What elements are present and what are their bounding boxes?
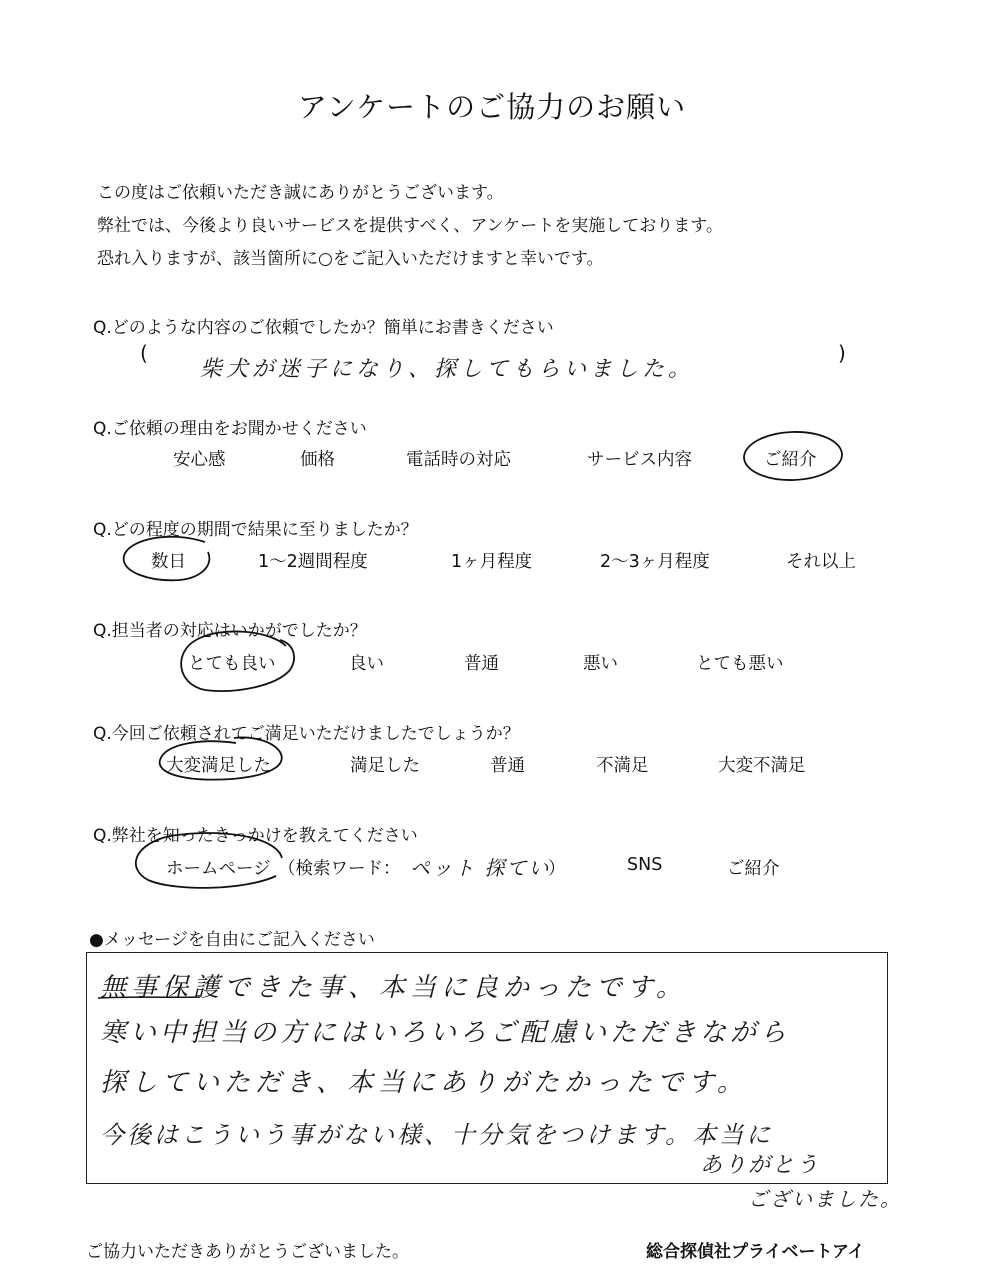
message-line-2: 寒い中担当の方にはいろいろご配慮いただきながら <box>100 1018 791 1048</box>
q6-option-referral[interactable]: ご紹介 <box>727 859 780 879</box>
q5-option-very-unsatisfied[interactable]: 大変不満足 <box>718 756 806 776</box>
message-line-1: 無事保護できた事、本当に良かったです。 <box>100 973 687 1003</box>
message-heading: ●メッセージを自由にご記入ください <box>89 930 375 950</box>
q5-question: Q.今回ご依頼されてご満足いただけましたでしょうか？ <box>93 724 520 744</box>
q2-option-price[interactable]: 価格 <box>300 450 335 470</box>
q5-option-unsatisfied[interactable]: 不満足 <box>596 756 649 776</box>
q2-option-anshinkan[interactable]: 安心感 <box>173 450 226 470</box>
q2-option-referral[interactable]: ご紹介 <box>764 450 817 470</box>
message-line-5: ありがとう <box>700 1153 821 1178</box>
q6-search-word-handwritten[interactable]: ペット 探てい <box>410 856 551 880</box>
footer-company: 総合探偵社プライベートアイ <box>646 1242 865 1262</box>
message-line-3: 探していただき、本当にありがたかったです。 <box>100 1068 748 1098</box>
q4-option-very-bad[interactable]: とても悪い <box>696 654 784 674</box>
q3-question: Q.どの程度の期間で結果に至りましたか？ <box>93 520 418 540</box>
intro-line-3: 恐れ入りますが、該当箇所に○をご記入いただけますと幸いです。 <box>97 249 604 269</box>
q4-option-very-good[interactable]: とても良い <box>188 654 276 674</box>
q6-option-sns[interactable]: SNS <box>627 855 663 875</box>
q1-paren-open: ( <box>140 341 148 365</box>
message-line-6: ございました。 <box>748 1187 902 1211</box>
message-line-4: 今後はこういう事がない様、十分気をつけます。本当に <box>100 1121 774 1149</box>
q2-question: Q.ご依頼の理由をお聞かせください <box>93 419 367 439</box>
q3-option-months[interactable]: 2～3ヶ月程度 <box>600 552 710 572</box>
q6-question: Q.弊社を知ったきっかけを教えてください <box>93 826 418 846</box>
q4-option-normal[interactable]: 普通 <box>464 654 499 674</box>
q1-paren-close: ) <box>838 341 846 365</box>
q4-question: Q.担当者の対応はいかがでしたか？ <box>93 621 367 641</box>
footer-thanks: ご協力いただきありがとうございました。 <box>86 1242 409 1262</box>
q3-option-weeks[interactable]: 1～2週間程度 <box>258 552 368 572</box>
q3-option-more[interactable]: それ以上 <box>786 552 856 572</box>
q6-option-homepage[interactable]: ホームページ <box>166 859 271 879</box>
q5-option-satisfied[interactable]: 満足した <box>350 756 420 776</box>
q6-search-close: ） <box>548 859 566 879</box>
q5-option-very-satisfied[interactable]: 大変満足した <box>166 756 271 776</box>
q3-option-days[interactable]: 数日 <box>151 552 186 572</box>
intro-line-1: この度はご依頼いただき誠にありがとうございます。 <box>97 183 504 203</box>
q1-question: Q.どのような内容のご依頼でしたか？簡単にお書きください <box>93 318 554 338</box>
q4-option-good[interactable]: 良い <box>349 654 384 674</box>
q2-option-phone[interactable]: 電話時の対応 <box>406 450 511 470</box>
q6-search-label: （検索ワード： <box>278 859 401 879</box>
survey-title: アンケートのご協力のお願い <box>297 90 687 124</box>
q3-option-month[interactable]: 1ヶ月程度 <box>451 552 533 572</box>
q2-option-service[interactable]: サービス内容 <box>587 450 692 470</box>
q1-handwritten-answer[interactable]: 柴犬が迷子になり、探してもらいました。 <box>200 357 695 382</box>
q4-option-bad[interactable]: 悪い <box>583 654 618 674</box>
q5-option-normal[interactable]: 普通 <box>490 756 525 776</box>
intro-line-2: 弊社では、今後より良いサービスを提供すべく、アンケートを実施しております。 <box>97 216 723 236</box>
